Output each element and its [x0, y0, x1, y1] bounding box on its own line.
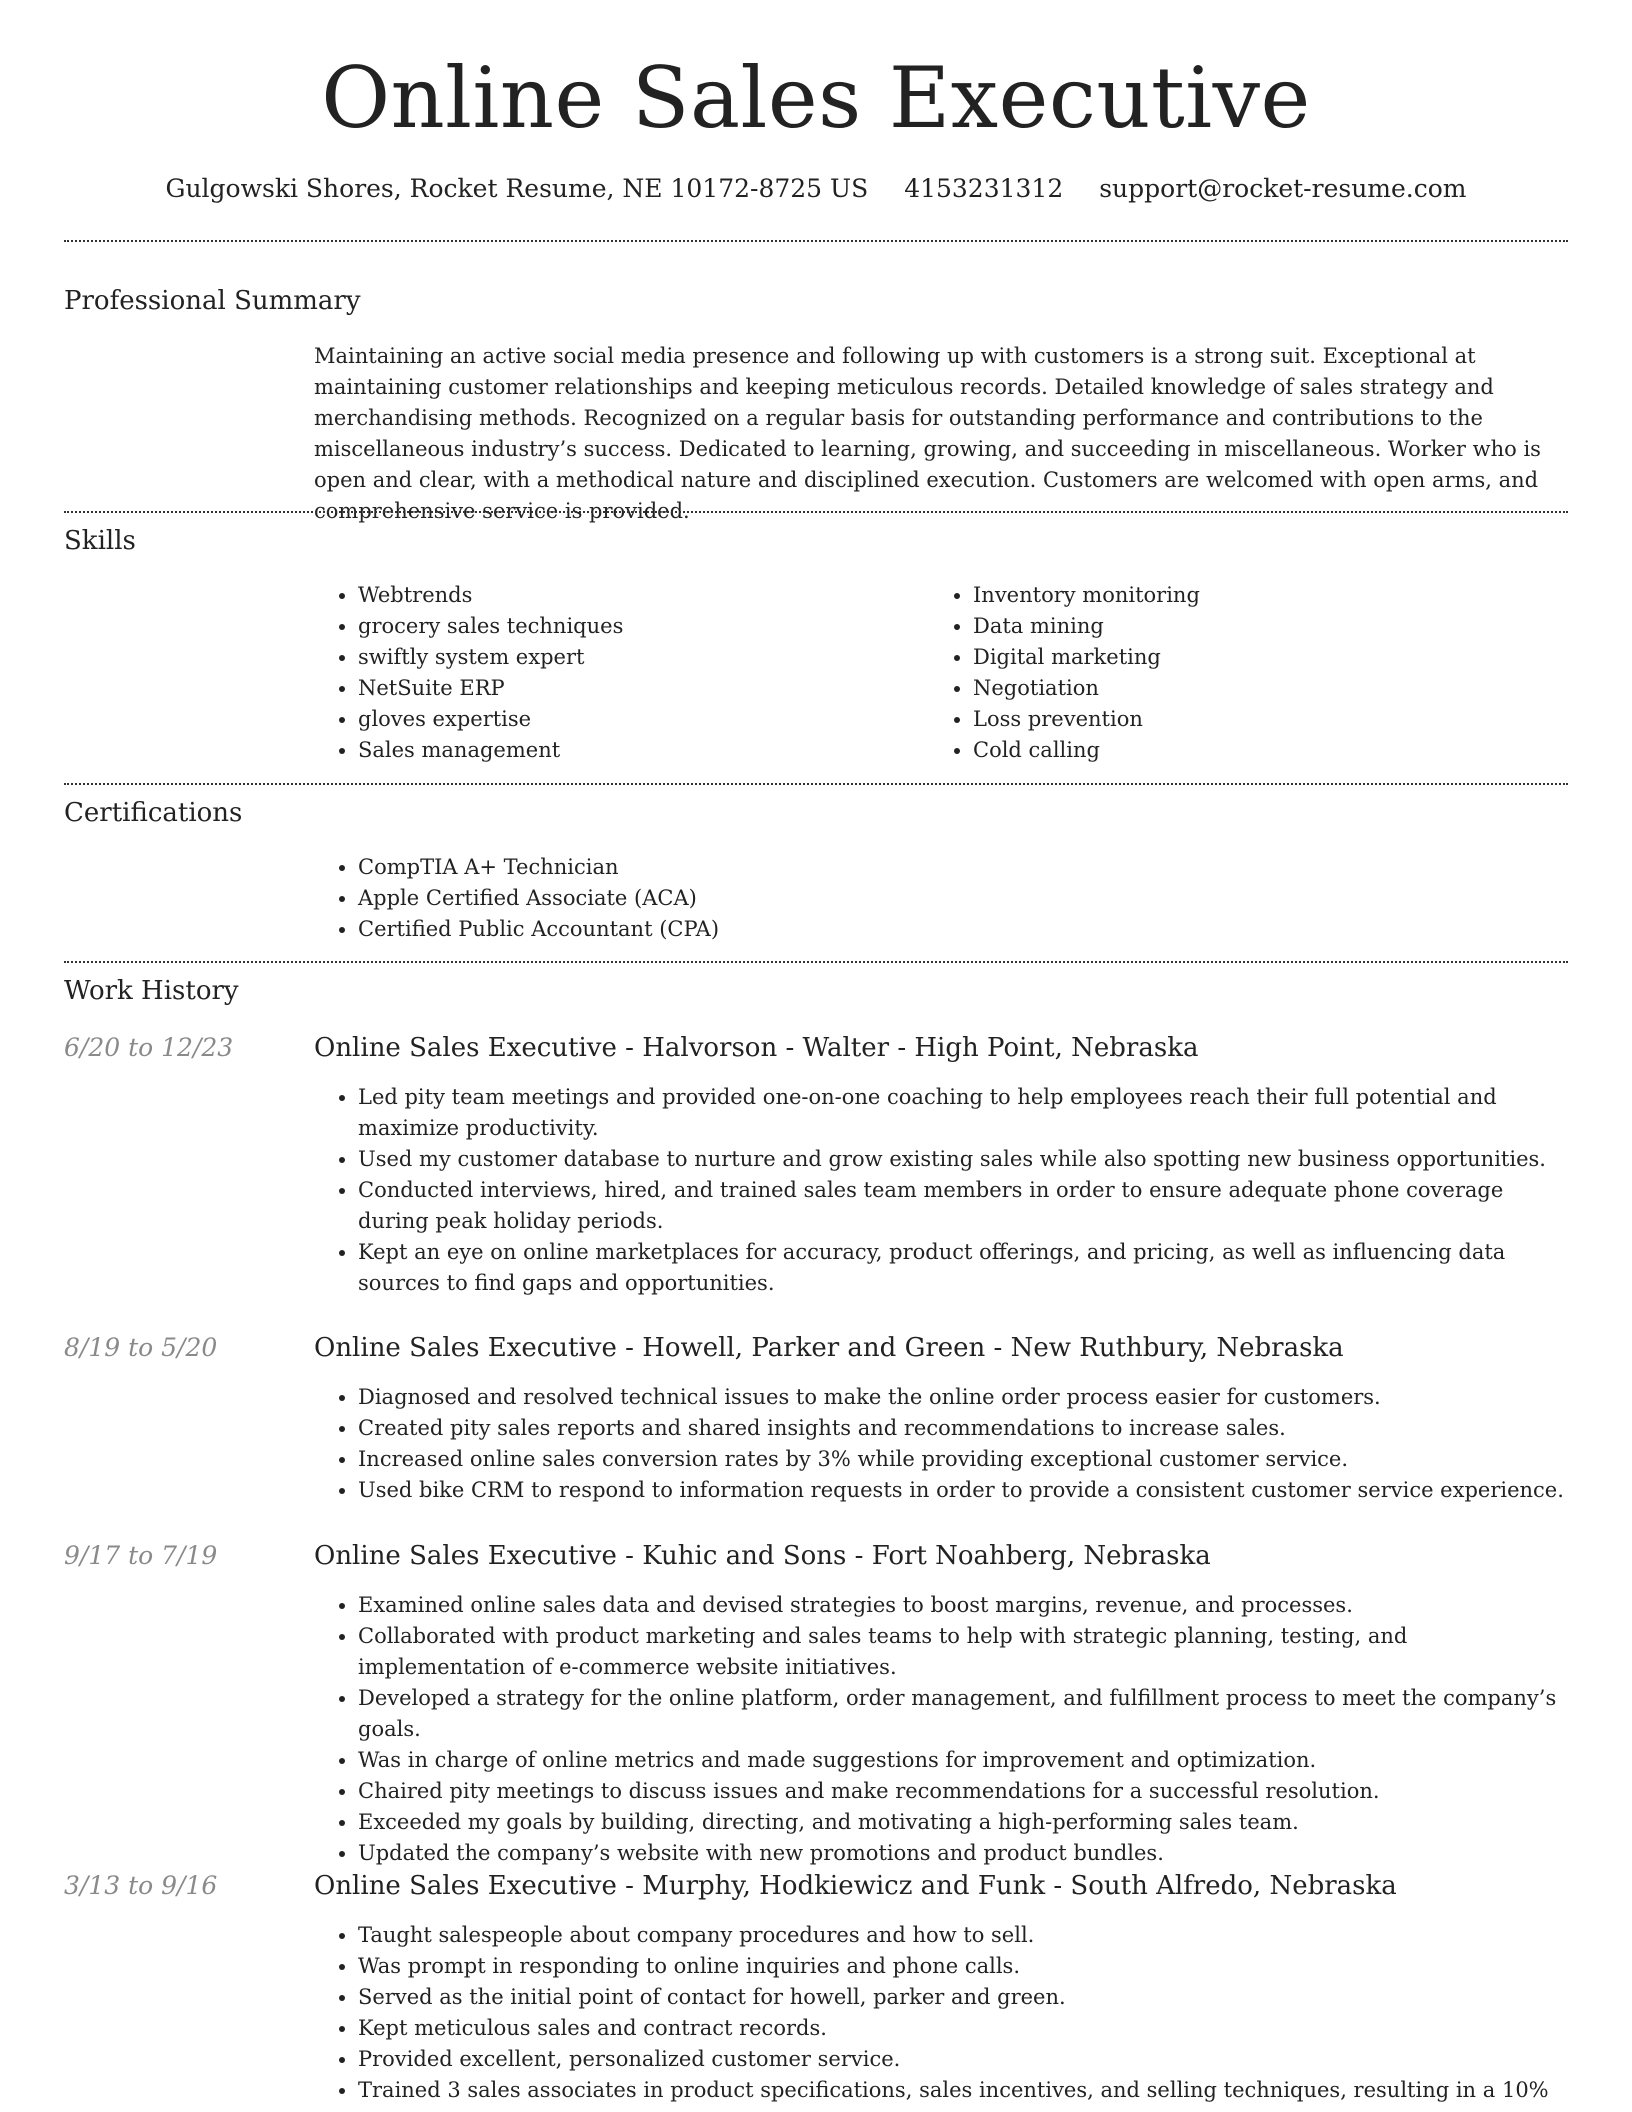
job-heading: Online Sales Executive - Howell, Parker and Green - New Ruthbury, Nebraska: [314, 1333, 1344, 1363]
job-heading: Online Sales Executive - Kuhic and Sons - Fort Noahberg, Nebraska: [314, 1541, 1211, 1571]
job-bullet: • Trained 3 sales associates in product specifications, sales incentives, and selling techniques, resulting in a 10%: [358, 2075, 1574, 2106]
job-bullet: • Conducted interviews, hired, and trained sales team members in order to ensure adequate phone coverage during peak holiday periods.: [358, 1175, 1574, 1237]
job-bullet: • Kept meticulous sales and contract records.: [358, 2013, 1574, 2044]
job-bullet: • Served as the initial point of contact for howell, parker and green.: [358, 1982, 1574, 2013]
divider: [64, 511, 1568, 513]
section-title-skills: Skills: [64, 526, 136, 556]
job-dates: 9/17 to 7/19: [64, 1541, 218, 1570]
contact-line: [0, 172, 1632, 206]
skills-column-left: [314, 580, 874, 766]
job-bullet: • Examined online sales data and devised strategies to boost margins, revenue, and processes.: [358, 1590, 1574, 1621]
skill-item: • grocery sales techniques: [358, 611, 874, 642]
job-bullet: • Diagnosed and resolved technical issues to make the online order process easier for customers.: [358, 1382, 1574, 1413]
job-bullet: • Taught salespeople about company procedures and how to sell.: [358, 1920, 1574, 1951]
section-title-work-history: Work History: [64, 976, 239, 1006]
job-bullet: • Chaired pity meetings to discuss issues and make recommendations for a successful resolution.: [358, 1776, 1574, 1807]
job-dates: 3/13 to 9/16: [64, 1871, 218, 1900]
job-bullet: • Provided excellent, personalized customer service.: [358, 2044, 1574, 2075]
job-bullets: [314, 1920, 1574, 2106]
job-bullet: • Updated the company’s website with new promotions and product bundles.: [358, 1838, 1574, 1869]
certification-item: • Certified Public Accountant (CPA): [358, 914, 1514, 945]
job-bullet: • Collaborated with product marketing and sales teams to help with strategic planning, testing, and implementation of e-commerce website initiatives.: [358, 1621, 1574, 1683]
job-heading: Online Sales Executive - Murphy, Hodkiewicz and Funk - South Alfredo, Nebraska: [314, 1871, 1397, 1901]
skill-item: • Negotiation: [973, 673, 1489, 704]
job-heading: Online Sales Executive - Halvorson - Walter - High Point, Nebraska: [314, 1033, 1199, 1063]
job-bullet: • Used bike CRM to respond to information requests in order to provide a consistent customer service experience.: [358, 1475, 1574, 1506]
candidate-name: Online Sales Executive: [321, 49, 1311, 147]
section-title-certifications: Certifications: [64, 798, 243, 828]
summary-text: Maintaining an active social media presence and following up with customers is a strong suit. Exceptional at maintaining customer relationships and keeping meticulous records. Detailed knowledge of sales strategy and merchandising methods. Recognized on a regular basis for outstanding performance and contributions to the miscellaneous industry’s success. Dedicated to learning, growing, and succeeding in miscellaneous. Worker who is open and clear, with a methodical nature and disciplined execution. Customers are welcomed with open arms, and comprehensive service is provided.: [314, 344, 1541, 523]
job-bullets: [314, 1590, 1574, 1869]
job-dates: 6/20 to 12/23: [64, 1033, 234, 1062]
job-bullet: • Was prompt in responding to online inquiries and phone calls.: [358, 1951, 1574, 1982]
contact-email[interactable]: support@rocket-resume.com: [1099, 174, 1467, 203]
job-bullet: • Kept an eye on online marketplaces for accuracy, product offerings, and pricing, as well as influencing data sources to find gaps and opportunities.: [358, 1237, 1574, 1299]
skill-item: • Data mining: [973, 611, 1489, 642]
certifications-list: [314, 852, 1514, 945]
job-bullet: • Used my customer database to nurture and grow existing sales while also spotting new business opportunities.: [358, 1144, 1574, 1175]
skill-item: • gloves expertise: [358, 704, 874, 735]
contact-phone: 4153231312: [904, 174, 1064, 203]
divider: [64, 961, 1568, 963]
job-bullet: • Was in charge of online metrics and made suggestions for improvement and optimization.: [358, 1745, 1574, 1776]
skill-item: • Digital marketing: [973, 642, 1489, 673]
skill-item: • Cold calling: [973, 735, 1489, 766]
skill-item: • Webtrends: [358, 580, 874, 611]
skill-item: • Sales management: [358, 735, 874, 766]
job-bullet: • Developed a strategy for the online platform, order management, and fulfillment process to meet the company’s goals.: [358, 1683, 1574, 1745]
certification-item: • Apple Certified Associate (ACA): [358, 883, 1514, 914]
job-bullets: [314, 1382, 1574, 1506]
contact-address: Gulgowski Shores, Rocket Resume, NE 10172-8725 US: [165, 174, 869, 203]
job-bullet: • Exceeded my goals by building, directing, and motivating a high-performing sales team.: [358, 1807, 1574, 1838]
skill-item: • NetSuite ERP: [358, 673, 874, 704]
certification-item: • CompTIA A+ Technician: [358, 852, 1514, 883]
job-bullets: [314, 1082, 1574, 1299]
skill-item: • Inventory monitoring: [973, 580, 1489, 611]
job-bullet: • Created pity sales reports and shared insights and recommendations to increase sales.: [358, 1413, 1574, 1444]
skill-item: • Loss prevention: [973, 704, 1489, 735]
job-dates: 8/19 to 5/20: [64, 1333, 218, 1362]
divider: [64, 783, 1568, 785]
section-title-summary: Professional Summary: [64, 286, 361, 316]
job-bullet: • Increased online sales conversion rates by 3% while providing exceptional customer service.: [358, 1444, 1574, 1475]
skill-item: • swiftly system expert: [358, 642, 874, 673]
divider: [64, 240, 1568, 242]
skills-column-right: [929, 580, 1489, 766]
job-bullet: • Led pity team meetings and provided one-on-one coaching to help employees reach their full potential and maximize productivity.: [358, 1082, 1574, 1144]
